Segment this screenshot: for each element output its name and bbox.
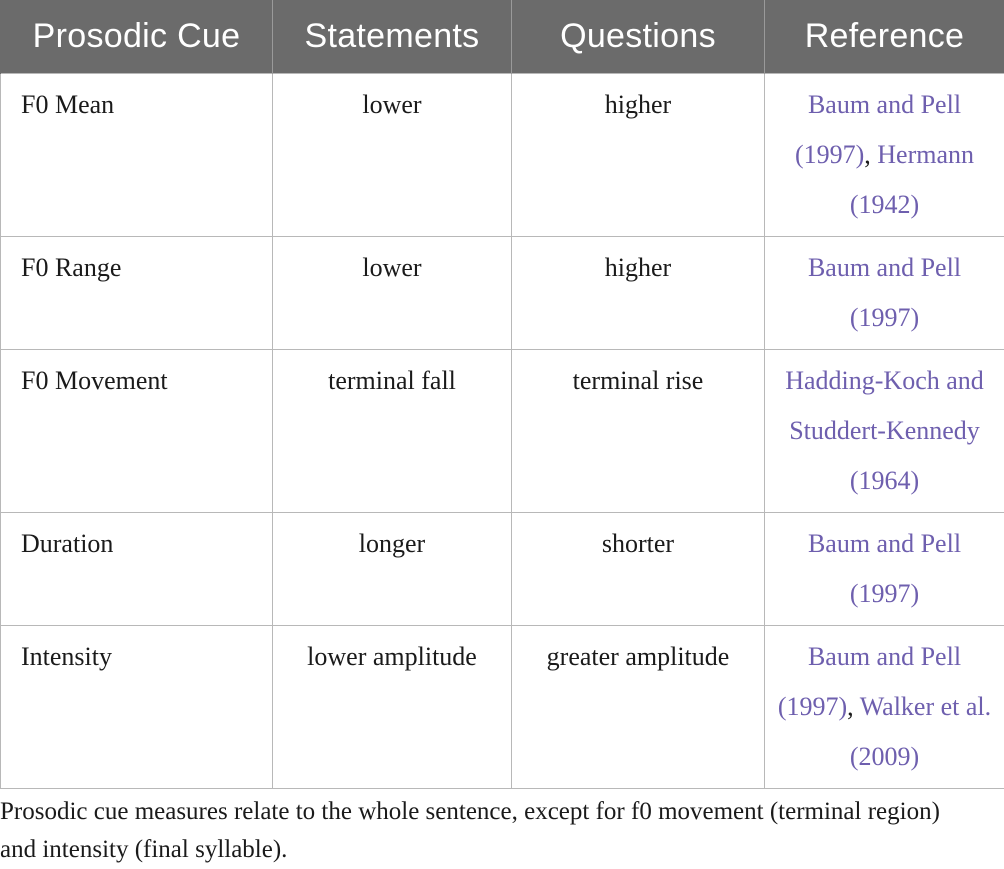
header-row [1,0,1004,74]
table-body [1,74,1004,789]
questions-cell: terminal rise [512,350,765,513]
reference-cell [765,626,1004,789]
statements-cell: longer [273,513,512,626]
table-row [1,74,1004,237]
reference-link[interactable]: Baum and Pell (1997) [807,253,962,332]
statements-cell: lower [273,237,512,350]
cue-cell: F0 Mean [1,74,273,237]
header-prosodic-cue: Prosodic Cue [1,0,273,74]
table-footnote: Prosodic cue measures relate to the whole sentence, except for f0 movement (terminal region) and intensity (final syllable). [0,798,940,863]
reference-cell [765,74,1004,237]
reference-separator: , [847,692,854,721]
table-row [1,626,1004,789]
header-statements: Statements [273,0,512,74]
questions-cell: higher [512,74,765,237]
statements-cell: lower [273,74,512,237]
reference-link[interactable]: Walker et al. (2009) [849,692,992,771]
reference-link[interactable]: Baum and Pell (1997) [777,642,962,721]
reference-link[interactable]: Hermann (1942) [849,140,975,219]
cue-cell: F0 Movement [1,350,273,513]
table-row [1,513,1004,626]
reference-link[interactable]: Baum and Pell (1997) [794,90,962,169]
questions-cell: shorter [512,513,765,626]
statements-cell: terminal fall [273,350,512,513]
table-header [1,0,1004,74]
header-questions: Questions [512,0,765,74]
reference-link[interactable]: Baum and Pell (1997) [807,529,962,608]
questions-cell: higher [512,237,765,350]
table-row [1,350,1004,513]
cue-cell: Duration [1,513,273,626]
reference-cell [765,513,1004,626]
reference-link[interactable]: Hadding-Koch and Studdert-Kennedy (1964) [785,366,984,495]
reference-separator: , [864,140,871,169]
questions-cell: greater amplitude [512,626,765,789]
cue-cell: F0 Range [1,237,273,350]
table-row [1,237,1004,350]
reference-cell [765,237,1004,350]
cue-cell: Intensity [1,626,273,789]
reference-cell [765,350,1004,513]
statements-cell: lower amplitude [273,626,512,789]
header-reference: Reference [765,0,1004,74]
